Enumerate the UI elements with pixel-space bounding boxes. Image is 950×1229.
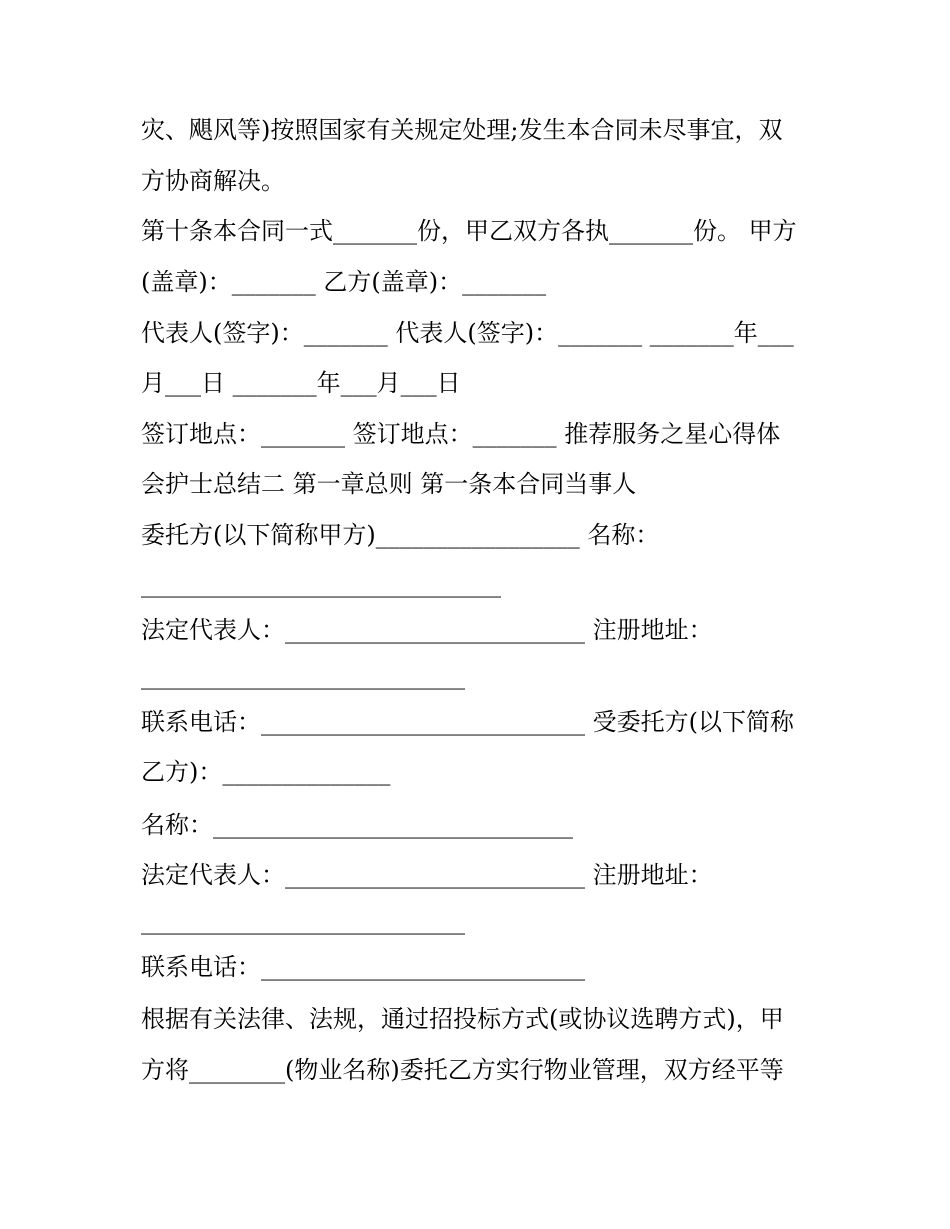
text-line: 法定代表人：_________________________ 注册地址： [141,861,713,889]
text-line: 灾、飓风等)按照国家有关规定处理;发生本合同未尽事宜，双 [141,116,783,144]
text-line: ___________________________ [141,662,465,690]
text-line: 签订地点：_______ 签订地点：_______ 推荐服务之星心得体 [141,420,781,448]
text-line: 名称：______________________________ [141,811,573,839]
text-line: 代表人(签字)：_______ 代表人(签字)：_______ _______年___ [141,319,794,347]
text-line: 方协商解决。 [141,167,285,195]
text-line: 月___日 _______年___月___日 [141,369,461,397]
text-line: 第十条本合同一式_______份，甲乙双方各执_______份。 甲方 [141,217,797,245]
text-line: 法定代表人：_________________________ 注册地址： [141,616,713,644]
text-line: 联系电话：___________________________ [141,953,585,981]
text-line: 根据有关法律、法规，通过招投标方式(或协议选聘方式)，甲 [141,1005,784,1033]
text-line: 乙方)：______________ [141,758,391,786]
text-line: (盖章)：_______ 乙方(盖章)：_______ [141,268,547,296]
text-line: 联系电话：___________________________ 受委托方(以下简称 [141,708,794,736]
text-line: ______________________________ [141,570,501,598]
text-line: 委托方(以下简称甲方)_________________ 名称： [141,521,660,549]
text-line: ___________________________ [141,907,465,935]
text-line: 会护士总结二 第一章总则 第一条本合同当事人 [141,470,637,498]
text-line: 方将________(物业名称)委托乙方实行物业管理，双方经平等 [141,1056,784,1084]
